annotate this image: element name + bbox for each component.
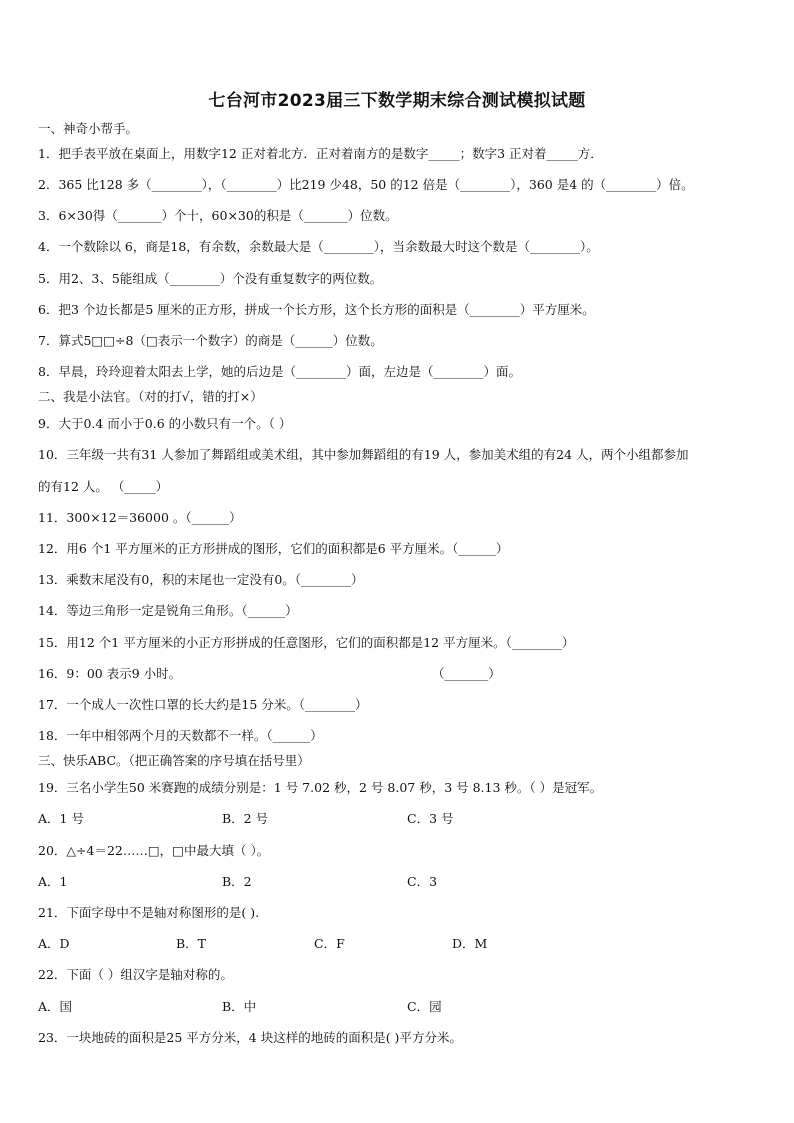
question-21-option-b: B．T bbox=[176, 936, 207, 951]
question-19: 19．三名小学生50 米赛跑的成绩分别是：1 号 7.02 秒，2 号 8.07 秒，3 号 8.13 秒。（ ）是冠军。 bbox=[38, 780, 603, 795]
question-22-option-c: C．园 bbox=[407, 999, 442, 1014]
question-5: 5．用2、3、5能组成（________）个没有重复数字的两位数。 bbox=[38, 271, 383, 286]
section-heading-2: 二、我是小法官。（对的打√，错的打×） bbox=[38, 389, 263, 404]
question-21-option-a: A．D bbox=[38, 936, 70, 951]
question-20: 20．△÷4＝22……□，□中最大填（ ）。 bbox=[38, 843, 270, 858]
question-21: 21．下面字母中不是轴对称图形的是( ). bbox=[38, 905, 260, 920]
question-20-option-c: C．3 bbox=[407, 874, 438, 889]
question-2: 2．365 比128 多（________），（________）比219 少48，50 的12 倍是（________），360 是4 的（________）倍。 bbox=[38, 177, 694, 192]
question-13: 13．乘数末尾没有0，积的末尾也一定没有0。（________） bbox=[38, 572, 364, 587]
page-title: 七台河市2023届三下数学期末综合测试模拟试题 bbox=[208, 91, 586, 111]
question-23: 23．一块地砖的面积是25 平方分米，4 块这样的地砖的面积是( )平方分米。 bbox=[38, 1030, 462, 1045]
question-20-option-b: B．2 bbox=[222, 874, 252, 889]
question-20-option-a: A．1 bbox=[38, 874, 68, 889]
question-8: 8．早晨，玲玲迎着太阳去上学，她的后边是（________）面，左边是（________）面。 bbox=[38, 364, 521, 379]
question-15: 15．用12 个1 平方厘米的小正方形拼成的任意图形，它们的面积都是12 平方厘米。（________） bbox=[38, 635, 575, 650]
question-3: 3．6×30得（_______）个十，60×30的积是（_______）位数。 bbox=[38, 208, 398, 223]
question-4: 4．一个数除以 6，商是18，有余数，余数最大是（________），当余数最大时这个数是（________）。 bbox=[38, 239, 599, 254]
question-21-option-d: D．M bbox=[452, 936, 488, 951]
question-19-option-c: C．3 号 bbox=[407, 811, 454, 826]
question-10-line-1: 10．三年级一共有31 人参加了舞蹈组或美术组，其中参加舞蹈组的有19 人，参加美术组的有24 人，两个小组都参加 bbox=[38, 447, 689, 462]
question-12: 12．用6 个1 平方厘米的正方形拼成的图形，它们的面积都是6 平方厘米。（______） bbox=[38, 541, 509, 556]
section-heading-1: 一、神奇小帮手。 bbox=[38, 121, 139, 136]
question-6: 6．把3 个边长都是5 厘米的正方形，拼成一个长方形，这个长方形的面积是（________）平方厘米。 bbox=[38, 302, 595, 317]
question-22-option-b: B．中 bbox=[222, 999, 257, 1014]
question-19-option-b: B．2 号 bbox=[222, 811, 269, 826]
section-heading-3: 三、快乐ABC。（把正确答案的序号填在括号里） bbox=[38, 753, 310, 768]
question-11: 11．300×12＝36000 。（______） bbox=[38, 510, 242, 525]
question-18: 18．一年中相邻两个月的天数都不一样。（______） bbox=[38, 728, 323, 743]
question-1: 1．把手表平放在桌面上，用数字12 正对着北方．正对着南方的是数字_____；数字3 正对着_____方． bbox=[38, 146, 603, 161]
question-14: 14．等边三角形一定是锐角三角形。（______） bbox=[38, 603, 298, 618]
question-22: 22．下面（ ）组汉字是轴对称的。 bbox=[38, 967, 233, 982]
question-21-option-c: C．F bbox=[314, 936, 345, 951]
question-9: 9．大于0.4 而小于0.6 的小数只有一个。（ ） bbox=[38, 416, 292, 431]
question-7: 7．算式5□□÷8（□表示一个数字）的商是（______）位数。 bbox=[38, 333, 383, 348]
question-16-answer-blank: （_______） bbox=[432, 666, 501, 681]
question-17: 17．一个成人一次性口罩的长大约是15 分米。（________） bbox=[38, 697, 368, 712]
question-19-option-a: A．1 号 bbox=[38, 811, 84, 826]
question-10-line-2: 的有12 人。 （_____） bbox=[38, 479, 169, 494]
question-22-option-a: A．国 bbox=[38, 999, 73, 1014]
question-16: 16．9：00 表示9 小时。 bbox=[38, 666, 182, 681]
